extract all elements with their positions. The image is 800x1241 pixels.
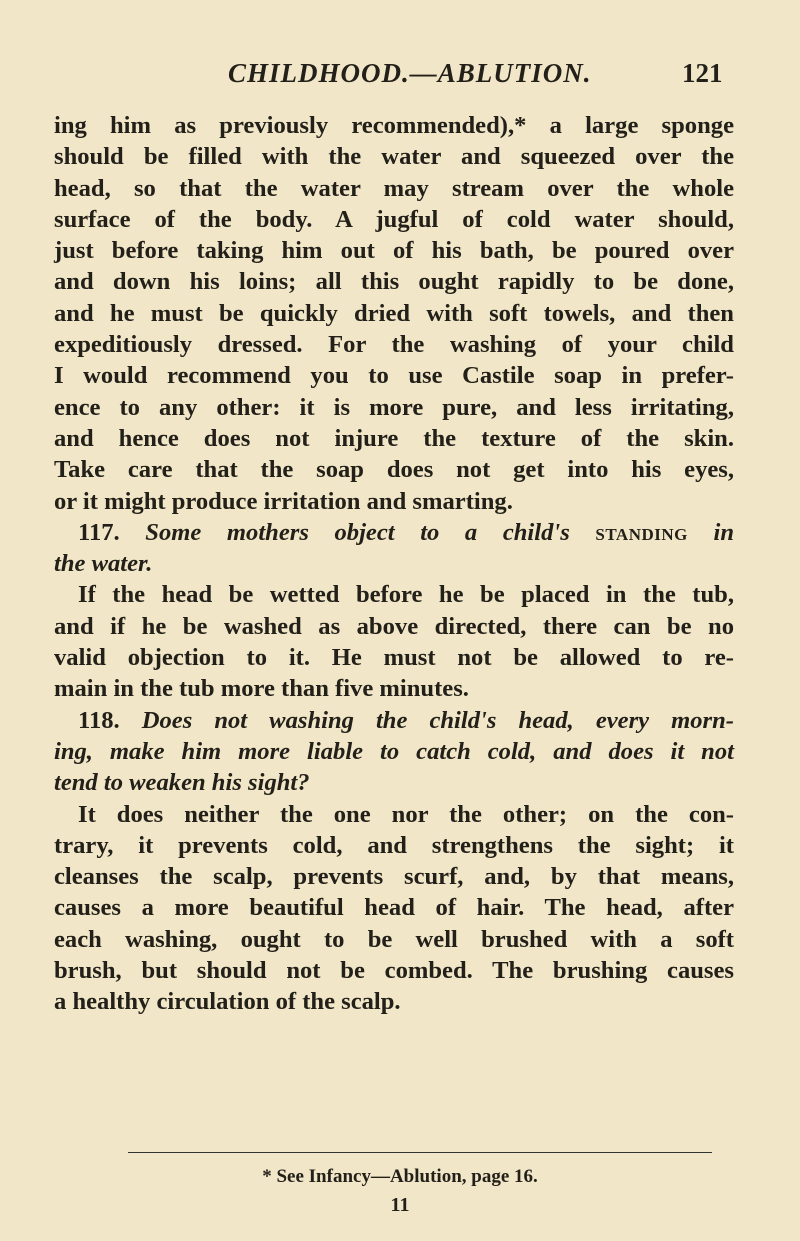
- text-line: cleanses the scalp, prevents scurf, and, by that means,: [54, 863, 734, 891]
- text-line: surface of the body. A jugful of cold water should,: [54, 205, 734, 233]
- question-number: 118.: [78, 706, 120, 734]
- question-text: ing, make him more liable to catch cold, and does it not: [54, 737, 734, 765]
- text-line: I would recommend you to use Castile soap in prefer-: [54, 362, 734, 390]
- question-text: the water.: [54, 550, 153, 578]
- text-line: just before taking him out of his bath, be poured over: [54, 237, 734, 265]
- question-118: [54, 705, 734, 736]
- text-line: and hence does not injure the texture of the skin.: [54, 424, 734, 452]
- text-line: valid objection to it. He must not be allowed to re-: [54, 644, 734, 672]
- question-number: 117.: [78, 518, 120, 546]
- text-line: each washing, ought to be well brushed with a soft: [54, 925, 734, 953]
- question-text: Does not washing the child's head, every morn-: [141, 706, 734, 734]
- question-117: [54, 517, 734, 548]
- question-text: tend to weaken his sight?: [54, 769, 310, 797]
- text-line: and if he be washed as above directed, there can be no: [54, 612, 734, 640]
- footnote: * See Infancy—Ablution, page 16.: [262, 1166, 538, 1187]
- small-caps-word: standing: [595, 518, 688, 546]
- text-line: expeditiously dressed. For the washing of your child: [54, 331, 734, 359]
- text-line: causes a more beautiful head of hair. The head, after: [54, 894, 734, 922]
- page-header: [0, 56, 800, 96]
- text-line: ence to any other: it is more pure, and less irritating,: [54, 393, 734, 421]
- text-line: and he must be quickly dried with soft towels, and then: [54, 299, 734, 327]
- text-line: or it might produce irritation and smarting.: [54, 487, 513, 515]
- text-line: and down his loins; all this ought rapidly to be done,: [54, 268, 734, 296]
- signature-mark: 11: [390, 1194, 410, 1216]
- footnote-rule: [128, 1152, 712, 1153]
- text-line: trary, it prevents cold, and strengthens the sight; it: [54, 831, 734, 859]
- text-line: Take care that the soap does not get into his eyes,: [54, 456, 734, 484]
- running-head: CHILDHOOD.—ABLUTION.: [228, 58, 592, 88]
- text-line: brush, but should not be combed. The brushing causes: [54, 957, 734, 985]
- text-line: a healthy circulation of the scalp.: [54, 988, 401, 1016]
- question-text: in: [713, 518, 734, 546]
- text-line: should be filled with the water and squeezed over the: [54, 143, 734, 171]
- page-number: 121: [682, 58, 723, 88]
- text-line: main in the tub more than five minutes.: [54, 675, 469, 703]
- body-text: [54, 110, 734, 1018]
- text-line: ing him as previously recommended),* a large sponge: [54, 112, 734, 139]
- text-line: head, so that the water may stream over the whole: [54, 174, 734, 202]
- text-line: If the head be wetted before he be placed in the tub,: [78, 581, 734, 609]
- text-line: It does neither the one nor the other; on the con-: [78, 800, 734, 828]
- question-text: Some mothers object to a child's: [145, 518, 570, 546]
